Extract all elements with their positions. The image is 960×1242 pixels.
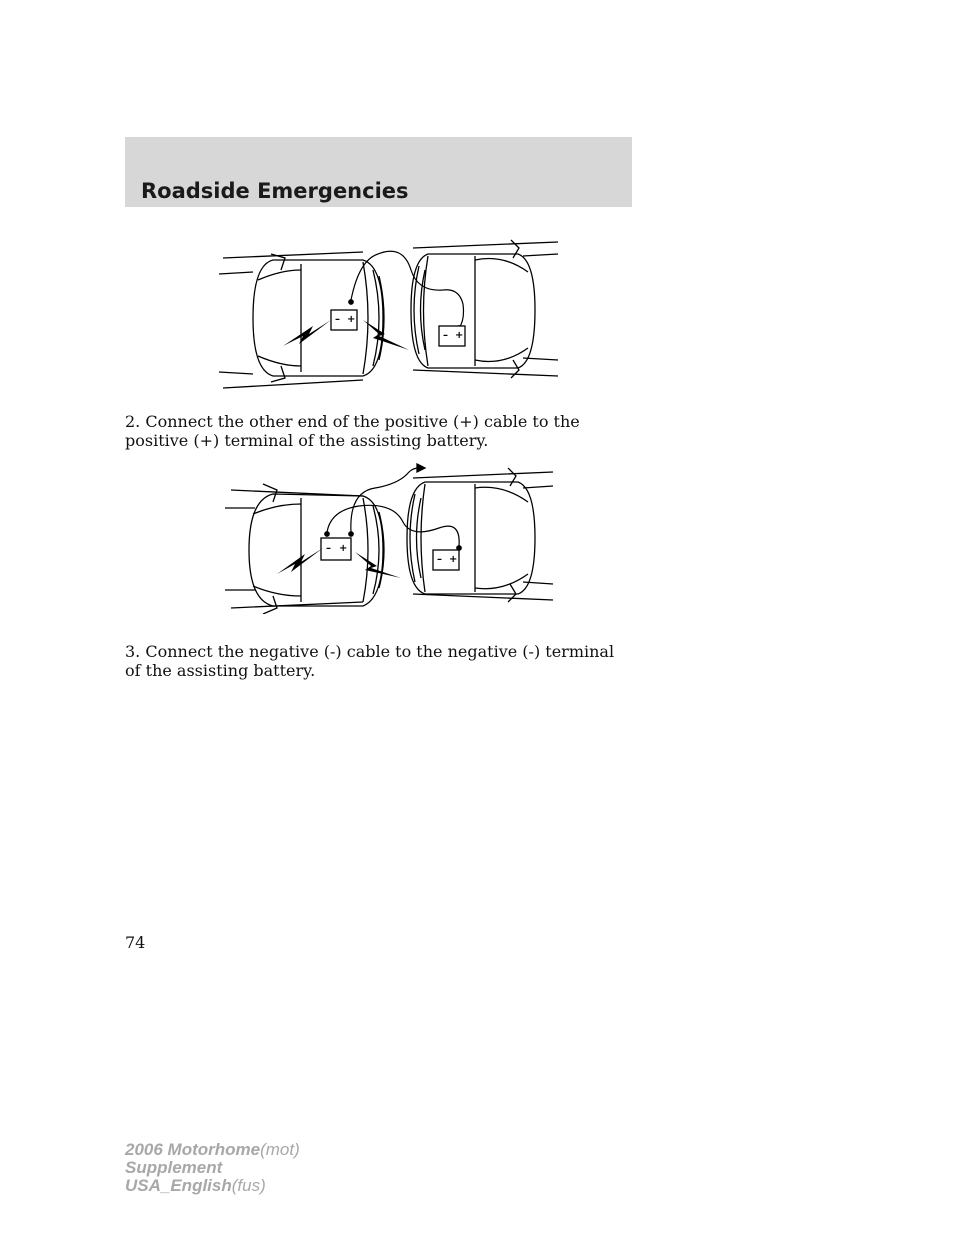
battery-minus-label: – [443,330,448,341]
cable-clamp-disabled-positive [325,532,329,536]
footer-line-1: 2006 Motorhome(mot) [125,1140,300,1159]
jump-start-diagram-step-3 [213,462,563,614]
battery-plus-label: + [455,330,464,341]
battery-plus-label: + [339,543,348,554]
negative-cable-clamp [417,464,425,472]
section-header-bar [125,137,632,207]
assisting-vehicle-outline [407,468,553,602]
assisting-vehicle-outline [411,240,558,378]
battery-minus-label: – [326,543,331,554]
footer-line-3: USA_English(fus) [125,1176,266,1195]
battery-plus-label: + [347,314,356,325]
battery-plus-label: + [449,554,458,565]
spark-icon [283,320,331,346]
page-number: 74 [125,933,146,952]
jump-start-diagram-step-2 [213,230,563,402]
section-title: Roadside Emergencies [141,179,409,203]
spark-icon [363,320,409,350]
negative-cable [351,468,419,532]
step-3-text: 3. Connect the negative (-) cable to the negative (-) terminal of the assisting battery. [125,642,615,680]
spark-icon [277,548,323,574]
cable-clamp-disabled-positive [349,300,353,304]
cable-clamp-assisting-negative [349,532,353,536]
disabled-vehicle-outline [225,484,384,614]
battery-minus-label: – [335,314,340,325]
document-footer [125,1141,300,1195]
two-vehicles-illustration [213,230,563,402]
battery-minus-label: – [437,554,442,565]
two-vehicles-illustration [213,462,563,614]
footer-line-2: Supplement [125,1158,223,1177]
step-2-text: 2. Connect the other end of the positive (+) cable to the positive (+) terminal of the assisting battery. [125,412,580,450]
